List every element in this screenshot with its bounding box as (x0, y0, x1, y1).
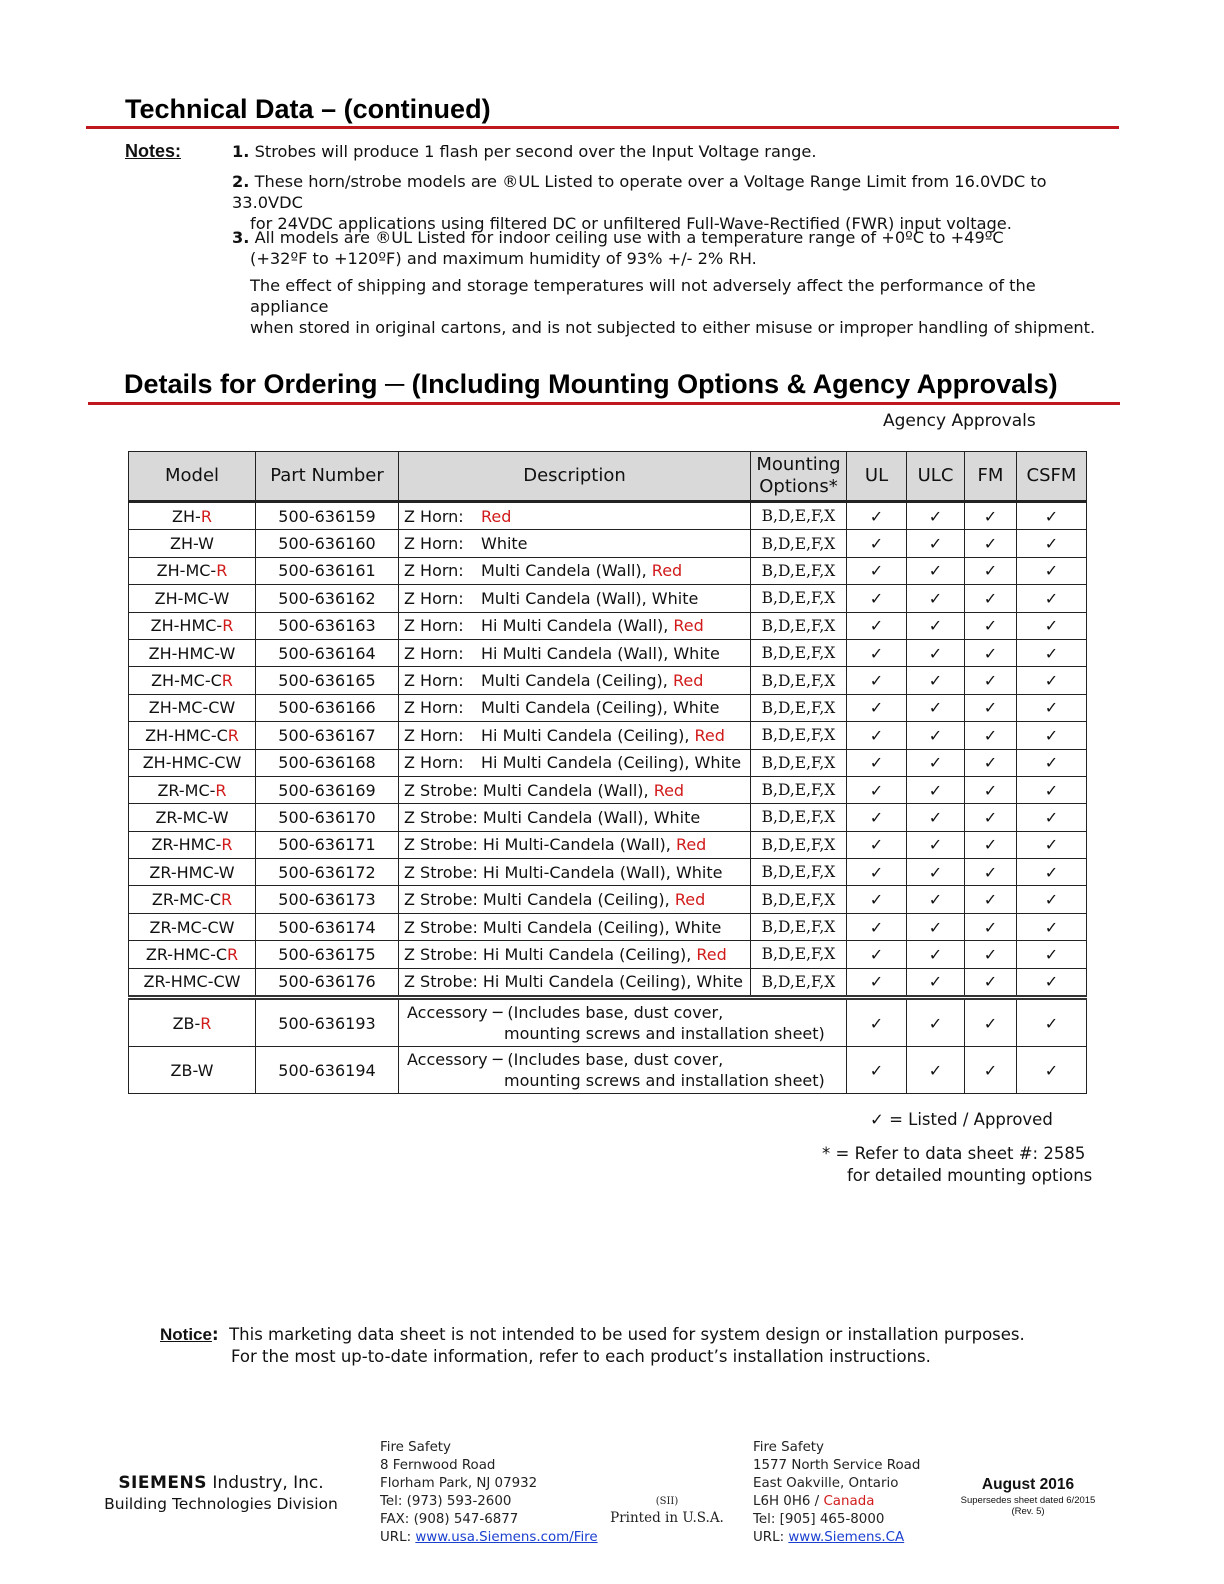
table-row (129, 639, 1087, 666)
model-cell (129, 557, 256, 584)
model-cell (129, 1047, 256, 1094)
description-cell (399, 776, 751, 803)
check-icon: ✓ (965, 886, 1017, 913)
description-color: White (674, 917, 722, 937)
mounting-options-cell: B,D,E,F,X (751, 502, 847, 530)
description-prefix: Z Horn: (404, 506, 464, 526)
check-icon: ✓ (907, 585, 965, 612)
notes-label: Notes: (125, 141, 182, 161)
check-icon: ✓ (965, 998, 1017, 1047)
us-address: Fire Safety 8 Fernwood Road Florham Park, NJ 07932 Tel: (973) 593-2600 FAX: (908) 547-6877 URL: www.usa.Siemens.com/Fire (380, 1440, 598, 1545)
model-cell (129, 998, 256, 1047)
description-prefix: Z Strobe: (404, 917, 478, 937)
note-2: 2. These horn/strobe models are ®UL Listed to operate over a Voltage Range Limit from 16.0VDC to 33.0VDC for 24VDC applications using filtered DC or unfiltered Full-Wave-Rectified (FWR) input voltage. (232, 172, 1047, 233)
check-icon: ✓ (847, 612, 907, 639)
mounting-options-cell: B,D,E,F,X (751, 722, 847, 749)
ca-address: Fire Safety 1577 North Service Road East Oakville, Ontario L6H 0H6 / Canada Tel: [905] 465-8000 URL: www.Siemens.CA (753, 1440, 921, 1545)
model-cell (129, 776, 256, 803)
description-color: Red (673, 616, 704, 636)
check-icon: ✓ (847, 694, 907, 721)
description-text: Hi Multi Candela (Ceiling), (481, 753, 695, 773)
us-url-link[interactable]: www.usa.Siemens.com/Fire (415, 1530, 598, 1545)
description-cell (399, 749, 751, 776)
part-number-cell: 500-636172 (256, 859, 399, 886)
description-cell (399, 557, 751, 584)
check-icon: ✓ (847, 886, 907, 913)
mounting-options-cell: B,D,E,F,X (751, 859, 847, 886)
description-color: White (653, 807, 701, 827)
model-cell (129, 968, 256, 997)
check-icon: ✓ (1017, 1047, 1087, 1094)
check-icon: ✓ (1017, 639, 1087, 666)
check-icon: ✓ (847, 831, 907, 858)
siemens-logo: SIEMENS Industry, Inc. (118, 1473, 324, 1493)
model-cell (129, 859, 256, 886)
model-base: ZH-MC- (156, 561, 217, 581)
check-icon: ✓ (907, 1047, 965, 1094)
mounting-options-cell: B,D,E,F,X (751, 749, 847, 776)
check-icon: ✓ (1017, 557, 1087, 584)
note-3: 3. All models are ®UL Listed for indoor ceiling use with a temperature range of +0ºC to +49ºC (+32ºF to +120ºF) and maximum humidity of 93% +/- 2% RH. The effect of shipping and storage temperatures will not adversely affect the performance of the appliance when stored in original cartons, and is not subjected to either misuse or improper handling of shipment. (232, 228, 1096, 337)
model-red-suffix: R (215, 780, 227, 800)
model-red-suffix: R (221, 671, 233, 691)
part-number-cell: 500-636167 (256, 722, 399, 749)
mounting-options-cell: B,D,E,F,X (751, 530, 847, 557)
accessory-row (129, 1047, 1087, 1094)
check-icon: ✓ (907, 557, 965, 584)
description-prefix: Z Horn: (404, 616, 464, 636)
table-row (129, 886, 1087, 913)
check-icon: ✓ (965, 859, 1017, 886)
model-red-suffix: R (222, 616, 234, 636)
description-cell (399, 722, 751, 749)
col-model: Model (129, 452, 256, 502)
table-row (129, 722, 1087, 749)
model-cell (129, 694, 256, 721)
part-number-cell: 500-636193 (256, 998, 399, 1047)
description-cell (399, 667, 751, 694)
check-icon: ✓ (1017, 585, 1087, 612)
model-cell (129, 722, 256, 749)
description-text: Hi Multi Candela (Ceiling), (482, 972, 697, 992)
description-cell (399, 831, 751, 858)
col-ulc: ULC (907, 452, 965, 502)
table-row (129, 694, 1087, 721)
model-base: ZR-HMC-CW (143, 972, 241, 992)
model-base: ZR-HMC-W (149, 862, 235, 882)
check-icon: ✓ (1017, 968, 1087, 997)
ordering-rule (88, 402, 1120, 405)
description-text: Hi Multi Candela (Ceiling), (481, 725, 695, 745)
check-icon: ✓ (847, 749, 907, 776)
check-icon: ✓ (1017, 612, 1087, 639)
part-number-cell: 500-636164 (256, 639, 399, 666)
check-icon: ✓ (907, 941, 965, 968)
check-icon: ✓ (1017, 804, 1087, 831)
part-number-cell: 500-636160 (256, 530, 399, 557)
description-text: Multi Candela (Wall), (482, 807, 654, 827)
col-part-number: Part Number (256, 452, 399, 502)
check-icon: ✓ (847, 968, 907, 997)
check-icon: ✓ (965, 913, 1017, 940)
check-icon: ✓ (907, 749, 965, 776)
description-prefix: Z Horn: (404, 698, 464, 718)
ordering-table (128, 451, 1087, 1094)
model-cell (129, 831, 256, 858)
part-number-cell: 500-636161 (256, 557, 399, 584)
model-base: ZH-HMC-CW (142, 753, 242, 773)
part-number-cell: 500-636163 (256, 612, 399, 639)
model-cell (129, 804, 256, 831)
accessory-line-2: mounting screws and installation sheet) (504, 1024, 825, 1044)
check-icon: ✓ (1017, 831, 1087, 858)
table-row (129, 913, 1087, 940)
mounting-options-cell: B,D,E,F,X (751, 886, 847, 913)
legend-star: * = Refer to data sheet #: 2585 for detailed mounting options (822, 1144, 1093, 1185)
model-base: ZH-MC-C (151, 671, 222, 691)
siemens-brand: SIEMENS Industry, Inc. Building Technologies Division (98, 1472, 344, 1514)
publication-date: August 2016 Supersedes sheet dated 6/2015 (Rev. 5) (960, 1476, 1096, 1517)
check-icon: ✓ (847, 585, 907, 612)
mounting-options-cell: B,D,E,F,X (751, 667, 847, 694)
model-base: ZH- (172, 506, 201, 526)
mounting-options-cell: B,D,E,F,X (751, 639, 847, 666)
check-icon: ✓ (907, 998, 965, 1047)
check-icon: ✓ (847, 557, 907, 584)
description-text: Hi Multi Candela (Wall), (481, 643, 674, 663)
description-cell (399, 585, 751, 612)
check-icon: ✓ (965, 667, 1017, 694)
part-number-cell: 500-636173 (256, 886, 399, 913)
ordering-title: Details for Ordering ─ (Including Mounting Options & Agency Approvals) (124, 369, 1058, 399)
description-cell (399, 859, 751, 886)
part-number-cell: 500-636165 (256, 667, 399, 694)
description-prefix: Z Horn: (404, 588, 464, 608)
model-cell (129, 913, 256, 940)
mounting-options-cell: B,D,E,F,X (751, 612, 847, 639)
description-cell (399, 530, 751, 557)
table-row (129, 859, 1087, 886)
description-text: Multi Candela (Wall), (481, 561, 652, 581)
col-description: Description (399, 452, 751, 502)
model-base: ZH-HMC- (150, 616, 223, 636)
check-icon: ✓ (1017, 776, 1087, 803)
model-base: ZB-W (170, 1060, 214, 1080)
description-prefix: Z Horn: (404, 671, 464, 691)
col-fm: FM (965, 452, 1017, 502)
check-icon: ✓ (1017, 694, 1087, 721)
description-color: White (651, 588, 699, 608)
check-icon: ✓ (907, 722, 965, 749)
model-base: ZR-HMC-C (145, 944, 228, 964)
description-prefix: Z Strobe: (404, 862, 478, 882)
description-prefix: Z Strobe: (404, 807, 478, 827)
description-prefix: Z Strobe: (404, 890, 478, 910)
table-row (129, 557, 1087, 584)
accessory-description-cell (399, 998, 847, 1047)
check-icon: ✓ (965, 557, 1017, 584)
check-icon: ✓ (965, 776, 1017, 803)
description-color: White (672, 698, 720, 718)
check-icon: ✓ (907, 886, 965, 913)
accessory-row (129, 998, 1087, 1047)
model-cell (129, 585, 256, 612)
description-color: White (694, 753, 742, 773)
description-prefix: Z Strobe: (404, 944, 478, 964)
table-row (129, 831, 1087, 858)
notice: Notice: This marketing data sheet is not intended to be used for system design or installation purposes. For the most up-to-date information, refer to each product’s installation instructions. (160, 1325, 1025, 1366)
check-icon: ✓ (965, 722, 1017, 749)
table-row (129, 804, 1087, 831)
description-color: Red (674, 890, 706, 910)
model-cell (129, 530, 256, 557)
description-text: Multi Candela (Ceiling), (481, 671, 673, 691)
description-color: Red (696, 944, 727, 964)
model-base: ZB- (172, 1013, 201, 1033)
part-number-cell: 500-636171 (256, 831, 399, 858)
description-text: Multi Candela (Ceiling), (481, 698, 673, 718)
mounting-options-cell: B,D,E,F,X (751, 968, 847, 997)
model-cell (129, 667, 256, 694)
description-cell (399, 886, 751, 913)
description-prefix: Z Strobe: (404, 835, 478, 855)
description-cell (399, 639, 751, 666)
table-row (129, 776, 1087, 803)
model-red-suffix: R (200, 506, 212, 526)
mounting-options-cell: B,D,E,F,X (751, 804, 847, 831)
model-cell (129, 612, 256, 639)
check-icon: ✓ (965, 639, 1017, 666)
description-color: Red (675, 835, 707, 855)
check-icon: ✓ (907, 859, 965, 886)
part-number-cell: 500-636162 (256, 585, 399, 612)
note-1: 1. Strobes will produce 1 flash per second over the Input Voltage range. (232, 142, 817, 161)
check-icon: ✓ (847, 1047, 907, 1094)
check-icon: ✓ (965, 694, 1017, 721)
description-cell (399, 612, 751, 639)
model-base: ZH-W (170, 534, 214, 554)
check-icon: ✓ (847, 639, 907, 666)
description-cell (399, 502, 751, 530)
part-number-cell: 500-636176 (256, 968, 399, 997)
model-cell (129, 941, 256, 968)
part-number-cell: 500-636170 (256, 804, 399, 831)
col-csfm: CSFM (1017, 452, 1087, 502)
check-icon: ✓ (847, 998, 907, 1047)
accessory-line-2: mounting screws and installation sheet) (504, 1071, 825, 1091)
accessory-line-1: Accessory ─ (Includes base, dust cover, (407, 1003, 724, 1023)
check-icon: ✓ (847, 913, 907, 940)
model-base: ZH-MC-W (154, 588, 230, 608)
description-cell (399, 804, 751, 831)
description-text: Hi Multi-Candela (Wall), (482, 835, 676, 855)
table-row (129, 667, 1087, 694)
check-icon: ✓ (907, 612, 965, 639)
check-icon: ✓ (907, 913, 965, 940)
check-icon: ✓ (907, 530, 965, 557)
check-icon: ✓ (907, 968, 965, 997)
model-red-suffix: R (227, 725, 239, 745)
description-text: Multi Candela (Ceiling), (482, 917, 675, 937)
model-base: ZH-HMC-C (145, 725, 228, 745)
check-icon: ✓ (907, 804, 965, 831)
check-icon: ✓ (965, 941, 1017, 968)
model-base: ZH-MC-CW (148, 698, 236, 718)
description-cell (399, 694, 751, 721)
model-red-suffix: R (227, 944, 239, 964)
accessory-description-cell (399, 1047, 847, 1094)
check-icon: ✓ (847, 530, 907, 557)
check-icon: ✓ (847, 804, 907, 831)
description-prefix: Z Horn: (404, 643, 464, 663)
check-icon: ✓ (907, 694, 965, 721)
model-red-suffix: R (200, 1013, 212, 1033)
description-color: White (673, 643, 720, 663)
check-icon: ✓ (1017, 886, 1087, 913)
description-text: Hi Multi Candela (Ceiling), (482, 944, 697, 964)
check-icon: ✓ (907, 667, 965, 694)
description-color: Red (651, 561, 683, 581)
model-base: ZR-MC-W (155, 807, 229, 827)
mounting-options-cell: B,D,E,F,X (751, 831, 847, 858)
printed-in: (SII) Printed in U.S.A. (610, 1496, 724, 1526)
description-cell (399, 913, 751, 940)
mounting-options-cell: B,D,E,F,X (751, 694, 847, 721)
description-color: Red (672, 671, 704, 691)
check-icon: ✓ (847, 941, 907, 968)
check-icon: ✓ (847, 502, 907, 530)
description-text: Hi Multi-Candela (Wall), (482, 862, 676, 882)
description-prefix: Z Horn: (404, 534, 464, 554)
model-cell (129, 886, 256, 913)
model-red-suffix: R (221, 890, 233, 910)
description-prefix: Z Horn: (404, 753, 464, 773)
table-row (129, 612, 1087, 639)
part-number-cell: 500-636174 (256, 913, 399, 940)
check-icon: ✓ (1017, 530, 1087, 557)
description-text: Multi Candela (Wall), (481, 588, 652, 608)
model-cell (129, 639, 256, 666)
mounting-options-cell: B,D,E,F,X (751, 941, 847, 968)
description-cell (399, 968, 751, 997)
technical-data-title: Technical Data – (continued) (125, 94, 491, 124)
check-icon: ✓ (1017, 667, 1087, 694)
check-icon: ✓ (847, 667, 907, 694)
check-icon: ✓ (907, 831, 965, 858)
model-base: ZR-MC-CW (149, 917, 235, 937)
check-icon: ✓ (965, 612, 1017, 639)
check-icon: ✓ (965, 831, 1017, 858)
table-row (129, 968, 1087, 997)
part-number-cell: 500-636175 (256, 941, 399, 968)
check-icon: ✓ (965, 530, 1017, 557)
check-icon: ✓ (847, 859, 907, 886)
description-cell (399, 941, 751, 968)
ca-url-link[interactable]: www.Siemens.CA (788, 1530, 905, 1545)
check-icon: ✓ (1017, 722, 1087, 749)
check-icon: ✓ (907, 639, 965, 666)
description-text: Multi Candela (Wall), (482, 780, 654, 800)
check-icon: ✓ (965, 804, 1017, 831)
check-icon: ✓ (907, 776, 965, 803)
table-header (129, 452, 1087, 502)
check-icon: ✓ (1017, 941, 1087, 968)
check-icon: ✓ (847, 722, 907, 749)
description-text: Multi Candela (Ceiling), (482, 890, 675, 910)
model-red-suffix: R (216, 561, 228, 581)
table-row (129, 941, 1087, 968)
description-color: White (675, 862, 723, 882)
model-base: ZR-MC- (157, 780, 216, 800)
check-icon: ✓ (1017, 502, 1087, 530)
mounting-options-cell: B,D,E,F,X (751, 776, 847, 803)
check-icon: ✓ (1017, 859, 1087, 886)
check-icon: ✓ (1017, 913, 1087, 940)
description-text: Hi Multi Candela (Wall), (481, 616, 674, 636)
description-color: Red (694, 725, 725, 745)
model-base: ZH-HMC-W (148, 643, 236, 663)
title-rule (86, 126, 1119, 129)
check-icon: ✓ (965, 585, 1017, 612)
description-prefix: Z Strobe: (404, 780, 478, 800)
notice-label: Notice (160, 1325, 212, 1344)
table-row (129, 585, 1087, 612)
part-number-cell: 500-636194 (256, 1047, 399, 1094)
legend-check: ✓ = Listed / Approved (870, 1110, 1053, 1129)
check-icon: ✓ (847, 776, 907, 803)
model-red-suffix: R (221, 835, 233, 855)
check-icon: ✓ (965, 749, 1017, 776)
col-mounting: Mounting Options* (751, 452, 847, 502)
description-prefix: Z Strobe: (404, 972, 478, 992)
model-base: ZR-HMC- (151, 835, 222, 855)
description-prefix: Z Horn: (404, 561, 464, 581)
mounting-options-cell: B,D,E,F,X (751, 585, 847, 612)
table-row (129, 530, 1087, 557)
description-prefix: Z Horn: (404, 725, 464, 745)
check-icon: ✓ (965, 1047, 1017, 1094)
part-number-cell: 500-636168 (256, 749, 399, 776)
accessory-line-1: Accessory ─ (Includes base, dust cover, (407, 1050, 724, 1070)
table-row (129, 749, 1087, 776)
check-icon: ✓ (965, 502, 1017, 530)
description-color: Red (653, 780, 685, 800)
description-color: White (481, 534, 528, 554)
agency-approvals-label: Agency Approvals (883, 411, 1036, 431)
model-base: ZR-MC-C (151, 890, 221, 910)
part-number-cell: 500-636169 (256, 776, 399, 803)
check-icon: ✓ (1017, 998, 1087, 1047)
check-icon: ✓ (1017, 749, 1087, 776)
model-cell (129, 749, 256, 776)
check-icon: ✓ (907, 502, 965, 530)
description-color: Red (481, 506, 512, 526)
check-icon: ✓ (965, 968, 1017, 997)
part-number-cell: 500-636166 (256, 694, 399, 721)
model-cell (129, 502, 256, 530)
description-color: White (696, 972, 743, 992)
part-number-cell: 500-636159 (256, 502, 399, 530)
mounting-options-cell: B,D,E,F,X (751, 557, 847, 584)
mounting-options-cell: B,D,E,F,X (751, 913, 847, 940)
col-ul: UL (847, 452, 907, 502)
table-row (129, 502, 1087, 530)
